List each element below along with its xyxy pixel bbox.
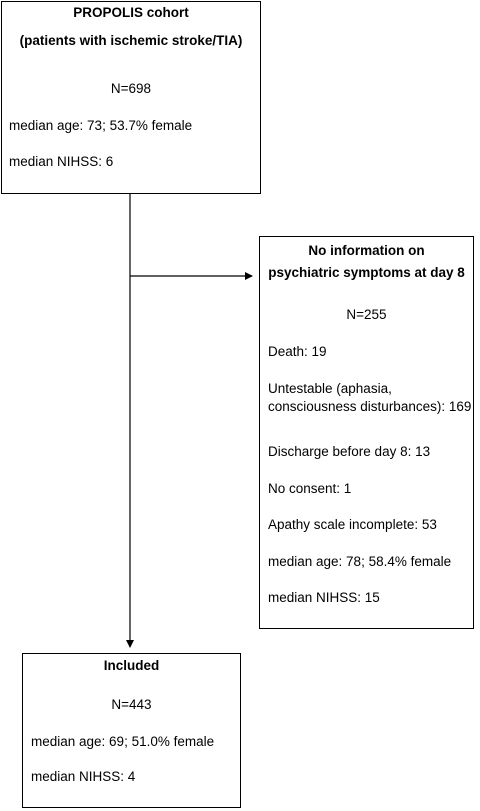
cohort-nihss: median NIHSS: 6 xyxy=(9,154,114,169)
cohort-title-line2: (patients with ischemic stroke/TIA) xyxy=(19,33,243,48)
cohort-age: median age: 73; 53.7% female xyxy=(9,118,193,133)
excluded-death: Death: 19 xyxy=(268,344,327,359)
excluded-no-consent: No consent: 1 xyxy=(268,481,352,496)
excluded-apathy: Apathy scale incomplete: 53 xyxy=(268,517,437,532)
excluded-nihss: median NIHSS: 15 xyxy=(268,590,380,605)
cohort-title-line1: PROPOLIS cohort xyxy=(73,5,189,20)
included-nihss: median NIHSS: 4 xyxy=(31,769,136,784)
excluded-n: N=255 xyxy=(346,307,387,322)
cohort-n: N=698 xyxy=(110,81,152,96)
excluded-title-line2: psychiatric symptoms at day 8 xyxy=(268,265,465,280)
excluded-untestable-line2: consciousness disturbances): 169 xyxy=(268,399,472,414)
excluded-discharge: Discharge before day 8: 13 xyxy=(268,444,431,459)
included-age: median age: 69; 51.0% female xyxy=(31,734,215,749)
excluded-age: median age: 78; 58.4% female xyxy=(268,554,452,569)
excluded-title-line1: No information on xyxy=(308,243,425,258)
included-title: Included xyxy=(103,658,160,673)
excluded-untestable-line1: Untestable (aphasia, xyxy=(268,381,392,396)
included-n: N=443 xyxy=(111,697,152,712)
